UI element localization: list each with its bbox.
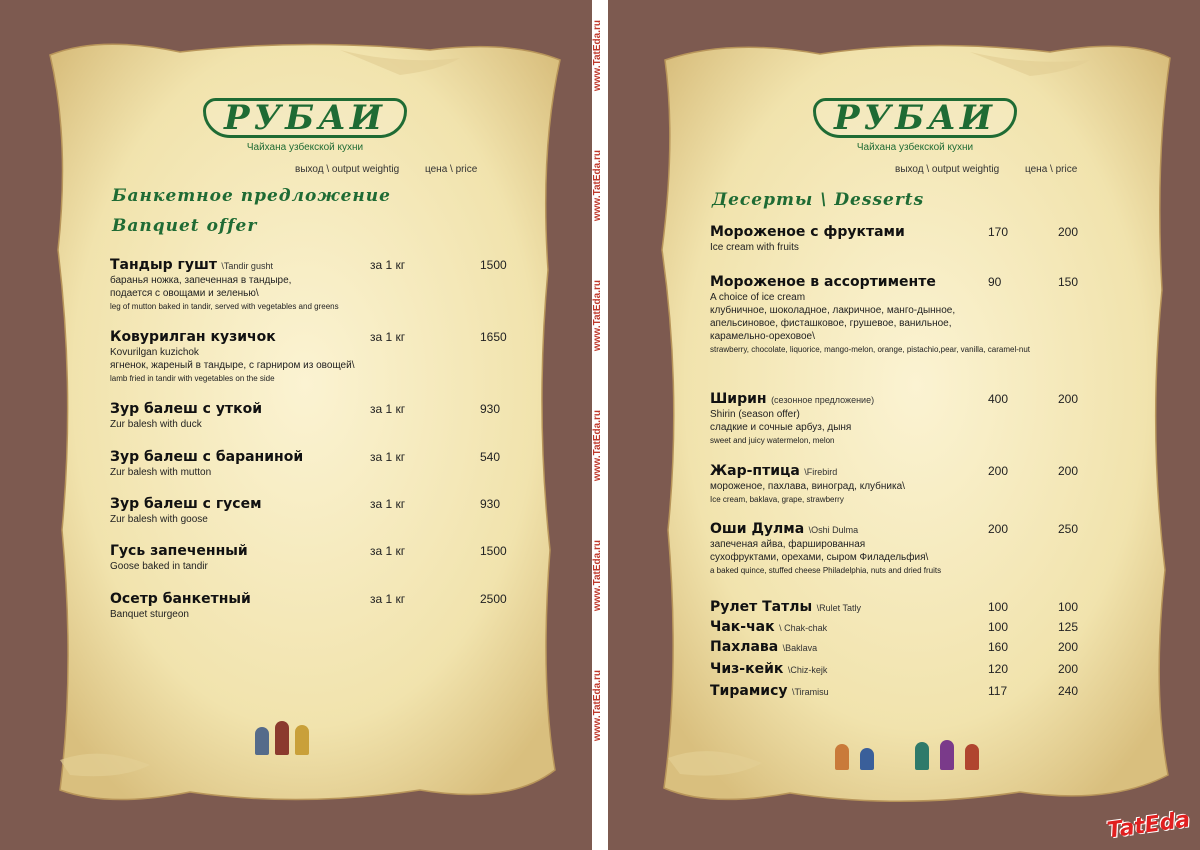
weight-column-header: выход \ output weightig: [295, 164, 400, 175]
item-description: Banquet sturgeon: [110, 609, 189, 620]
item-name: Рулет Татлы: [710, 599, 813, 615]
item-weight: за 1 кг: [370, 330, 406, 344]
item-price: 1650: [480, 330, 507, 344]
menu-item: [710, 390, 1130, 447]
item-name-row: [110, 590, 530, 608]
item-name: Мороженое с фруктами: [710, 224, 905, 240]
item-weight: 160: [988, 640, 1009, 654]
item-description: Goose baked in tandir: [110, 561, 208, 572]
watermark-text: www.TatEda.ru: [592, 280, 603, 352]
item-name: Зур балеш с бараниной: [110, 449, 304, 465]
menu-item: [110, 495, 530, 526]
item-description: сладкие и сочные арбуз, дыня: [710, 422, 852, 433]
menu-item: [710, 273, 1130, 356]
item-description-en: leg of mutton baked in tandir, served with vegetables and greens: [110, 302, 339, 311]
item-weight: 200: [988, 522, 1009, 536]
item-subname: \Tiramisu: [791, 687, 829, 697]
item-name: Чиз-кейк: [710, 661, 784, 677]
item-name: Пахлава: [710, 639, 779, 655]
menu-page-banquet: [40, 30, 570, 820]
item-price: 200: [1058, 662, 1079, 676]
item-description: Kovurilgan kuzichok: [110, 347, 199, 358]
item-name-row: [110, 448, 530, 466]
item-name-row: [110, 400, 530, 418]
item-description: запеченая айва, фаршированная: [710, 539, 866, 550]
item-description: апельсиновое, фисташковое, грушевое, ванильное,: [710, 318, 952, 329]
tateda-logo: TatEda: [1105, 807, 1192, 844]
item-subname: \Chiz-kejk: [787, 665, 828, 675]
menu-item: [710, 660, 1130, 678]
item-description-en: Ice cream, baklava, grape, strawberry: [710, 495, 844, 504]
item-price: 1500: [480, 544, 507, 558]
item-description: баранья ножка, запеченная в тандыре,: [110, 275, 292, 286]
price-column-header: цена \ price: [1025, 164, 1078, 175]
watermark-text: www.TatEda.ru: [592, 20, 603, 92]
item-name: Тирамису: [710, 683, 788, 699]
item-name: Чак-чак: [710, 619, 775, 635]
item-name-row: [110, 542, 530, 560]
watermark-text: www.TatEda.ru: [592, 670, 603, 742]
watermark-text: www.TatEda.ru: [592, 540, 603, 612]
item-weight: 100: [988, 620, 1009, 634]
item-subname: \Rulet Tatly: [816, 603, 861, 613]
item-weight: 170: [988, 225, 1009, 239]
item-subname: \Baklava: [782, 643, 818, 653]
item-weight: за 1 кг: [370, 450, 406, 464]
item-description: Shirin (season offer): [710, 409, 800, 420]
item-name: Осетр банкетный: [110, 591, 251, 607]
item-description: карамельно-ореховое\: [710, 331, 815, 342]
item-price: 200: [1058, 464, 1079, 478]
item-name-row: [110, 495, 530, 513]
item-weight: 120: [988, 662, 1009, 676]
restaurant-logo: РУБАИ: [650, 98, 1180, 138]
logo-subtitle: Чайхана узбекской кухни: [856, 142, 974, 153]
watermark-strip: [592, 0, 608, 850]
item-name: Тандыр гушт: [110, 257, 217, 273]
item-price: 200: [1058, 225, 1079, 239]
item-price: 200: [1058, 640, 1079, 654]
menu-item: [710, 520, 1130, 577]
item-description-en: lamb fried in tandir with vegetables on the side: [110, 374, 275, 383]
item-weight: 200: [988, 464, 1009, 478]
item-price: 540: [480, 450, 501, 464]
item-weight: за 1 кг: [370, 258, 406, 272]
item-price: 100: [1058, 600, 1079, 614]
item-price: 930: [480, 402, 501, 416]
item-price: 930: [480, 497, 501, 511]
item-description: A choice of ice cream: [710, 292, 806, 303]
item-weight: за 1 кг: [370, 402, 406, 416]
item-name: Ширин: [710, 391, 767, 407]
menu-item: [710, 682, 1130, 700]
logo-subtitle: Чайхана узбекской кухни: [246, 142, 364, 153]
chaikhana-figures-illustration: [830, 725, 1000, 770]
item-price: 150: [1058, 275, 1079, 289]
watermark-text: www.TatEda.ru: [592, 150, 603, 222]
item-subname: \ Chak-chak: [779, 623, 828, 633]
item-description: сухофруктами, орехами, сыром Филадельфия\: [710, 552, 929, 563]
section-title-en: Banquet offer: [112, 216, 258, 236]
watermark-text: www.TatEda.ru: [592, 410, 603, 482]
item-name-row: [110, 328, 530, 346]
item-name: Гусь запеченный: [110, 543, 248, 559]
item-description-en: sweet and juicy watermelon, melon: [710, 436, 835, 445]
menu-item: [710, 638, 1130, 656]
item-name: Ковурилган кузичок: [110, 329, 276, 345]
item-name: Жар-птица: [710, 463, 800, 479]
menu-item: [710, 223, 1130, 254]
menu-item: [710, 462, 1130, 506]
item-subname: \Oshi Dulma: [808, 525, 859, 535]
item-subname: (сезонное предложение): [771, 395, 875, 405]
item-weight: 90: [988, 275, 1002, 289]
menu-item: [110, 328, 530, 385]
item-description: мороженое, пахлава, виноград, клубника\: [710, 481, 905, 492]
item-description-en: a baked quince, stuffed cheese Philadelphia, nuts and dried fruits: [710, 566, 942, 575]
item-description: ягненок, жареный в тандыре, с гарниром из овощей\: [110, 360, 355, 371]
menu-page-desserts: [650, 30, 1180, 820]
item-name: Зур балеш с уткой: [110, 401, 263, 417]
item-name: Зур балеш с гусем: [110, 496, 262, 512]
item-subname: \Tandir gusht: [221, 261, 273, 271]
item-description: Zur balesh with goose: [110, 514, 208, 525]
menu-item: [710, 598, 1130, 616]
restaurant-logo: РУБАИ: [40, 98, 570, 138]
menu-item: [110, 448, 530, 479]
item-description: подается с овощами и зеленью\: [110, 288, 259, 299]
menu-item: [110, 542, 530, 573]
item-weight: за 1 кг: [370, 544, 406, 558]
item-weight: за 1 кг: [370, 592, 406, 606]
section-title: Десерты \ Desserts: [712, 190, 925, 210]
item-description: Ice cream with fruits: [710, 242, 799, 253]
item-subname: \Firebird: [804, 467, 838, 477]
item-name: Оши Дулма: [710, 521, 805, 537]
item-description: Zur balesh with mutton: [110, 467, 212, 478]
item-weight: 400: [988, 392, 1009, 406]
item-description: клубничное, шоколадное, лакричное, манго-дынное,: [710, 305, 956, 316]
item-name: Мороженое в ассортименте: [710, 274, 936, 290]
menu-item: [110, 400, 530, 431]
item-description-en: strawberry, chocolate, liquorice, mango-melon, orange, pistachio,pear, vanilla, caramel-nut: [710, 345, 1031, 354]
item-price: 200: [1058, 392, 1079, 406]
weight-column-header: выход \ output weightig: [895, 164, 1000, 175]
item-price: 240: [1058, 684, 1079, 698]
item-weight: за 1 кг: [370, 497, 406, 511]
item-name-row: [110, 256, 530, 274]
menu-item: [110, 590, 530, 621]
item-weight: 100: [988, 600, 1009, 614]
item-price: 1500: [480, 258, 507, 272]
menu-item: [710, 618, 1130, 636]
item-weight: 117: [988, 684, 1008, 698]
item-price: 125: [1058, 620, 1079, 634]
menu-item: [110, 256, 530, 313]
item-description: Zur balesh with duck: [110, 419, 202, 430]
section-title-ru: Банкетное предложение: [112, 186, 391, 206]
chaikhana-figures-illustration: [245, 710, 325, 755]
price-column-header: цена \ price: [425, 164, 478, 175]
item-price: 2500: [480, 592, 507, 606]
item-price: 250: [1058, 522, 1079, 536]
